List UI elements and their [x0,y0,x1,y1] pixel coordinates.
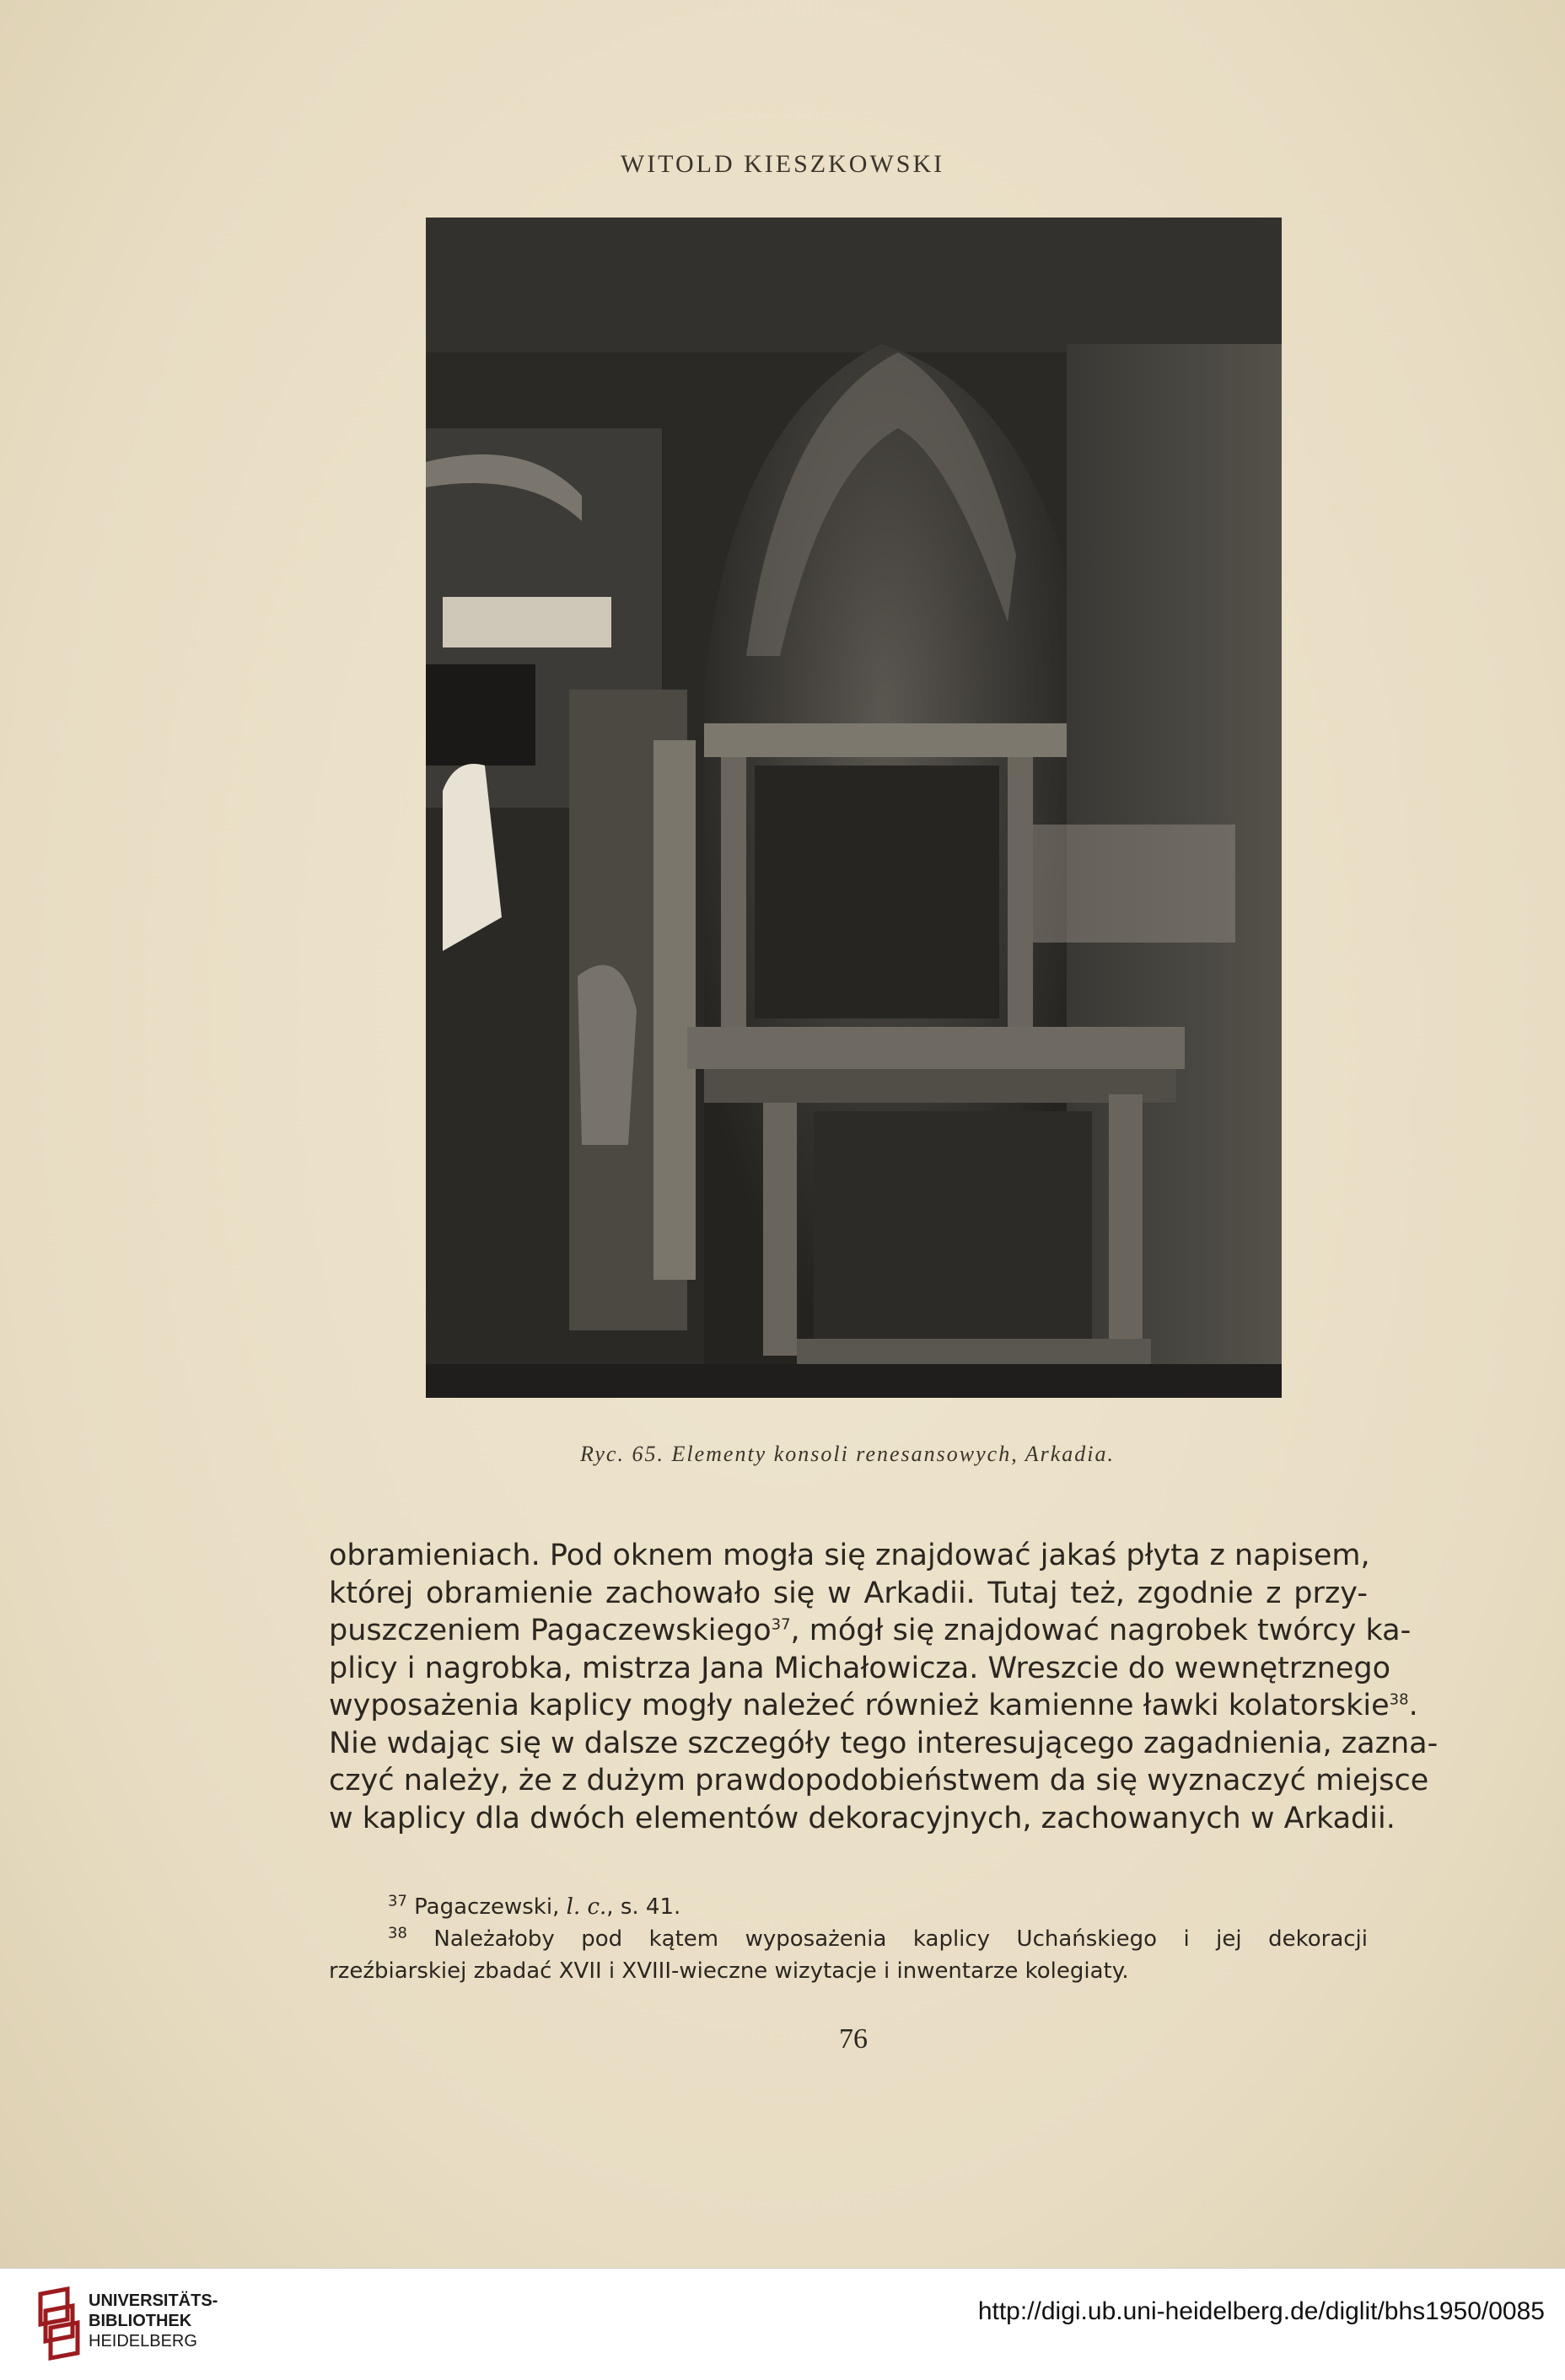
footnote-38-continuation: rzeźbiarskiej zbadać XVII i XVIII-wieczne wizytacje i inwentarze kolegiaty. [329,1958,1129,1984]
text-segment: , mógł się znajdować nagrobek twórcy ka- [790,1614,1412,1647]
figure-photograph [426,218,1282,1398]
permalink-url[interactable]: http://digi.ub.uni-heidelberg.de/diglit/bhs1950/0085 [977,2297,1545,2325]
footnote-37 [329,1891,1368,1923]
library-name [89,2291,218,2351]
text-line: obramieniach. Pod oknem mogła się znajdować jakaś płyta z napisem, [329,1539,1370,1572]
text-line: w kaplicy dla dwóch elementów dekoracyjnych, zachowanych w Arkadii. [329,1801,1396,1835]
text-line: której obramienie zachowało się w Arkadii. Tutaj też, zgodnie z przy- [329,1576,1368,1610]
footnote-number: 37 [388,1892,407,1910]
footnote-38 [329,1923,1368,1955]
figure-caption: Ryc. 65. Elementy konsoli renesansowych, Arkadia. [579,1442,1115,1466]
footnote-ref-37[interactable]: 37 [771,1615,791,1634]
footnote-italic: l. c. [566,1894,607,1920]
footnote-text: Należałoby pod kątem wyposażenia kaplicy Uchańskiego i jej dekoracji [433,1926,1368,1952]
footnotes [329,1891,1368,1987]
photograph-renaissance-console [426,218,1282,1398]
body-paragraph [329,1537,1439,1837]
text-line [329,1687,1418,1725]
library-name-line: HEIDELBERG [89,2332,197,2350]
library-name-line: UNIVERSITÄTS- [89,2291,218,2310]
text-line: plicy i nagrobka, mistrza Jana Michałowicza. Wreszcie do wewnętrznego [329,1651,1391,1685]
library-name-line: BIBLIOTHEK [89,2312,192,2330]
text-line [329,1612,1412,1650]
text-segment: puszczeniem Pagaczewskiego [329,1614,772,1647]
text-line: czyć należy, że z dużym prawdopodobieństwem da się wyznaczyć miejsce [329,1764,1429,1797]
text-segment: . [1408,1689,1418,1722]
running-head: WITOLD KIESZKOWSKI [620,150,945,178]
text-line: Nie wdając się w dalsze szczegóły tego interesującego zagadnienia, zazna- [329,1726,1439,1760]
text-segment: wyposażenia kaplicy mogły należeć również kamienne ławki kolatorskie [329,1689,1390,1722]
footnote-ref-38[interactable]: 38 [1389,1690,1409,1709]
footnote-number: 38 [388,1924,407,1942]
page-number: 76 [839,2023,868,2055]
viewer-footer [0,2268,1565,2380]
footnote-text: Pagaczewski, [414,1894,567,1920]
footnote-text: , s. 41. [606,1894,681,1920]
